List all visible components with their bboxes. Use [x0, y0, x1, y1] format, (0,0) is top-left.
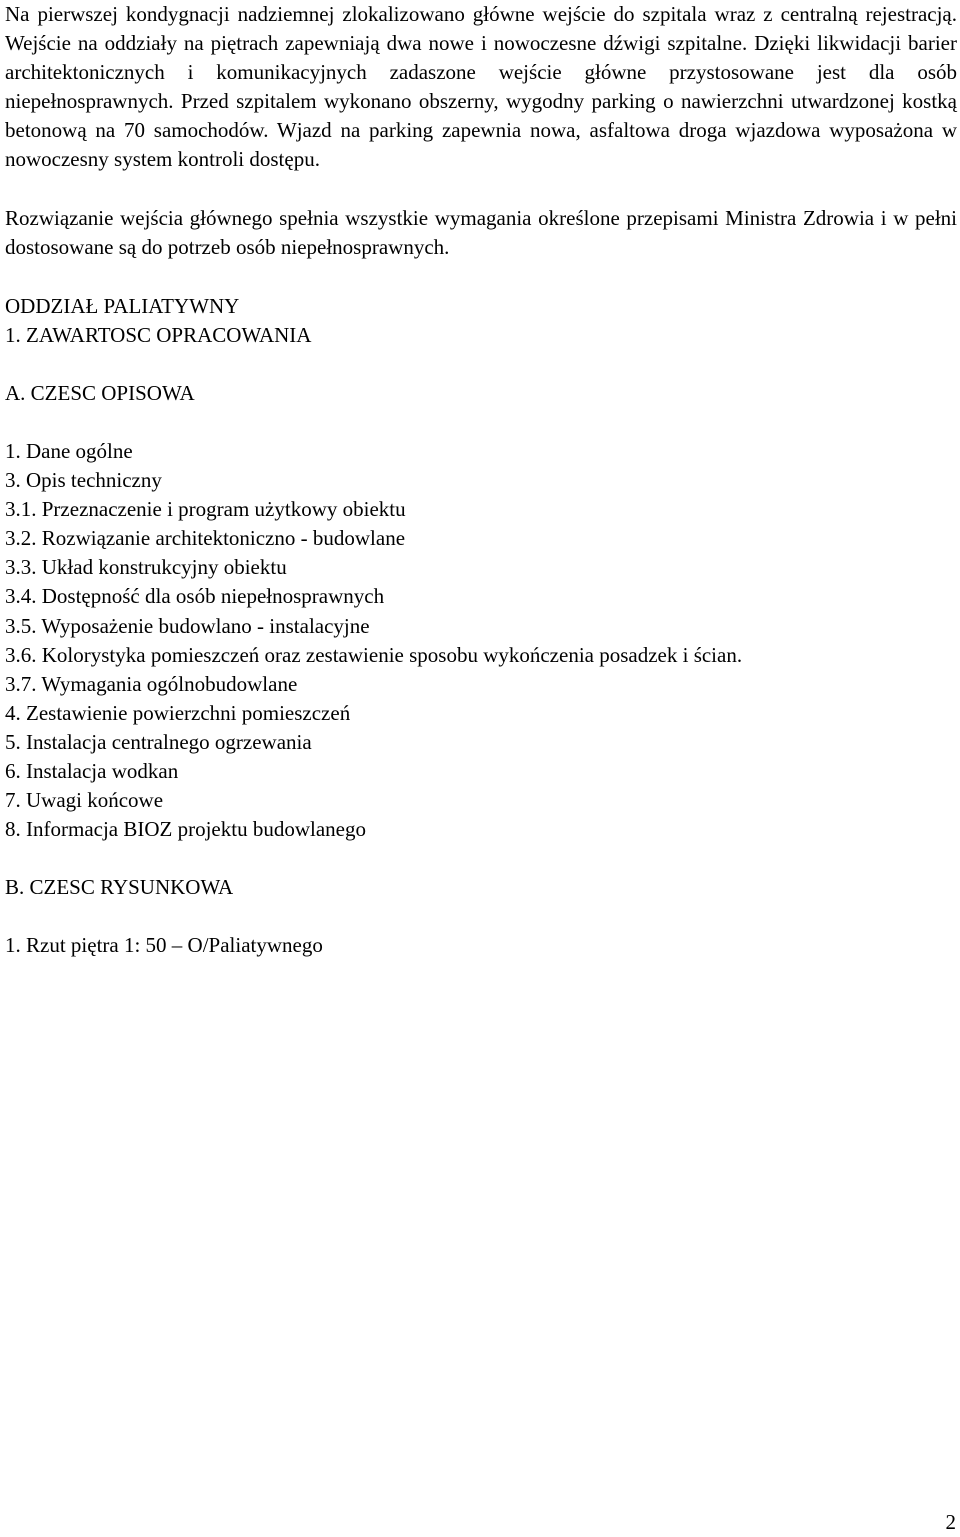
list-item: 8. Informacja BIOZ projektu budowlanego [5, 817, 366, 842]
paragraph-entrance-requirements: Rozwiązanie wejścia głównego spełnia wszystkie wymagania określone przepisami Ministra Zdrowia i w pełni dostosowane są do potrzeb osób niepełnosprawnych. [5, 206, 957, 259]
drawings-list [5, 931, 957, 960]
list-item: 1. Rzut piętra 1: 50 – O/Paliatywnego [5, 933, 323, 958]
list-item: 3.3. Układ konstrukcyjny obiektu [5, 555, 287, 580]
paragraph-main-entrance: Na pierwszej kondygnacji nadziemnej zlokalizowano główne wejście do szpitala wraz z centralną rejestracją. Wejście na oddziały na piętrach zapewniają dwa nowe i nowoczesne dźwigi szpitalne. Dzięki likwidacji barier architektonicznych i komunikacyjnych zadaszone wejście główne przystosowane jest dla osób niepełnosprawnych. Przed szpitalem wykonano obszerny, wygodny parking o nawierzchni utwardzonej kostką betonową na 70 samochodów. Wjazd na parking zapewnia nowa, asfaltowa droga wjazdowa wyposażona w nowoczesny system kontroli dostępu. [5, 2, 957, 171]
heading-contents [5, 321, 957, 350]
list-item: 3.4. Dostępność dla osób niepełnosprawnych [5, 584, 385, 609]
heading-part-a-text: A. CZESC OPISOWA [5, 381, 195, 405]
heading-ward [5, 292, 957, 321]
list-item: 3. Opis techniczny [5, 468, 162, 493]
list-item: 5. Instalacja centralnego ogrzewania [5, 729, 312, 754]
list-item: 3.7. Wymagania ogólnobudowlane [5, 671, 298, 696]
list-item: 3.6. Kolorystyka pomieszczeń oraz zestawienie sposobu wykończenia posadzek i ścian. [5, 642, 743, 667]
list-item: 1. Dane ogólne [5, 439, 133, 463]
heading-part-a [5, 379, 957, 408]
list-item: 3.5. Wyposażenie budowlano - instalacyjne [5, 613, 370, 638]
list-item: 7. Uwagi końcowe [5, 788, 164, 813]
heading-contents-text: 1. ZAWARTOSC OPRACOWANIA [5, 323, 312, 347]
contents-list [5, 437, 957, 844]
list-item: 3.2. Rozwiązanie architektoniczno - budowlane [5, 526, 406, 551]
heading-ward-text: ODDZIAŁ PALIATYWNY [5, 294, 240, 318]
page-number: 2 [945, 1510, 956, 1534]
heading-part-b [5, 873, 957, 902]
heading-part-b-text: B. CZESC RYSUNKOWA [5, 875, 234, 900]
document-page [5, 0, 957, 960]
list-item: 6. Instalacja wodkan [5, 759, 179, 784]
list-item: 3.1. Przeznaczenie i program użytkowy obiektu [5, 497, 406, 522]
list-item: 4. Zestawienie powierzchni pomieszczeń [5, 700, 351, 725]
